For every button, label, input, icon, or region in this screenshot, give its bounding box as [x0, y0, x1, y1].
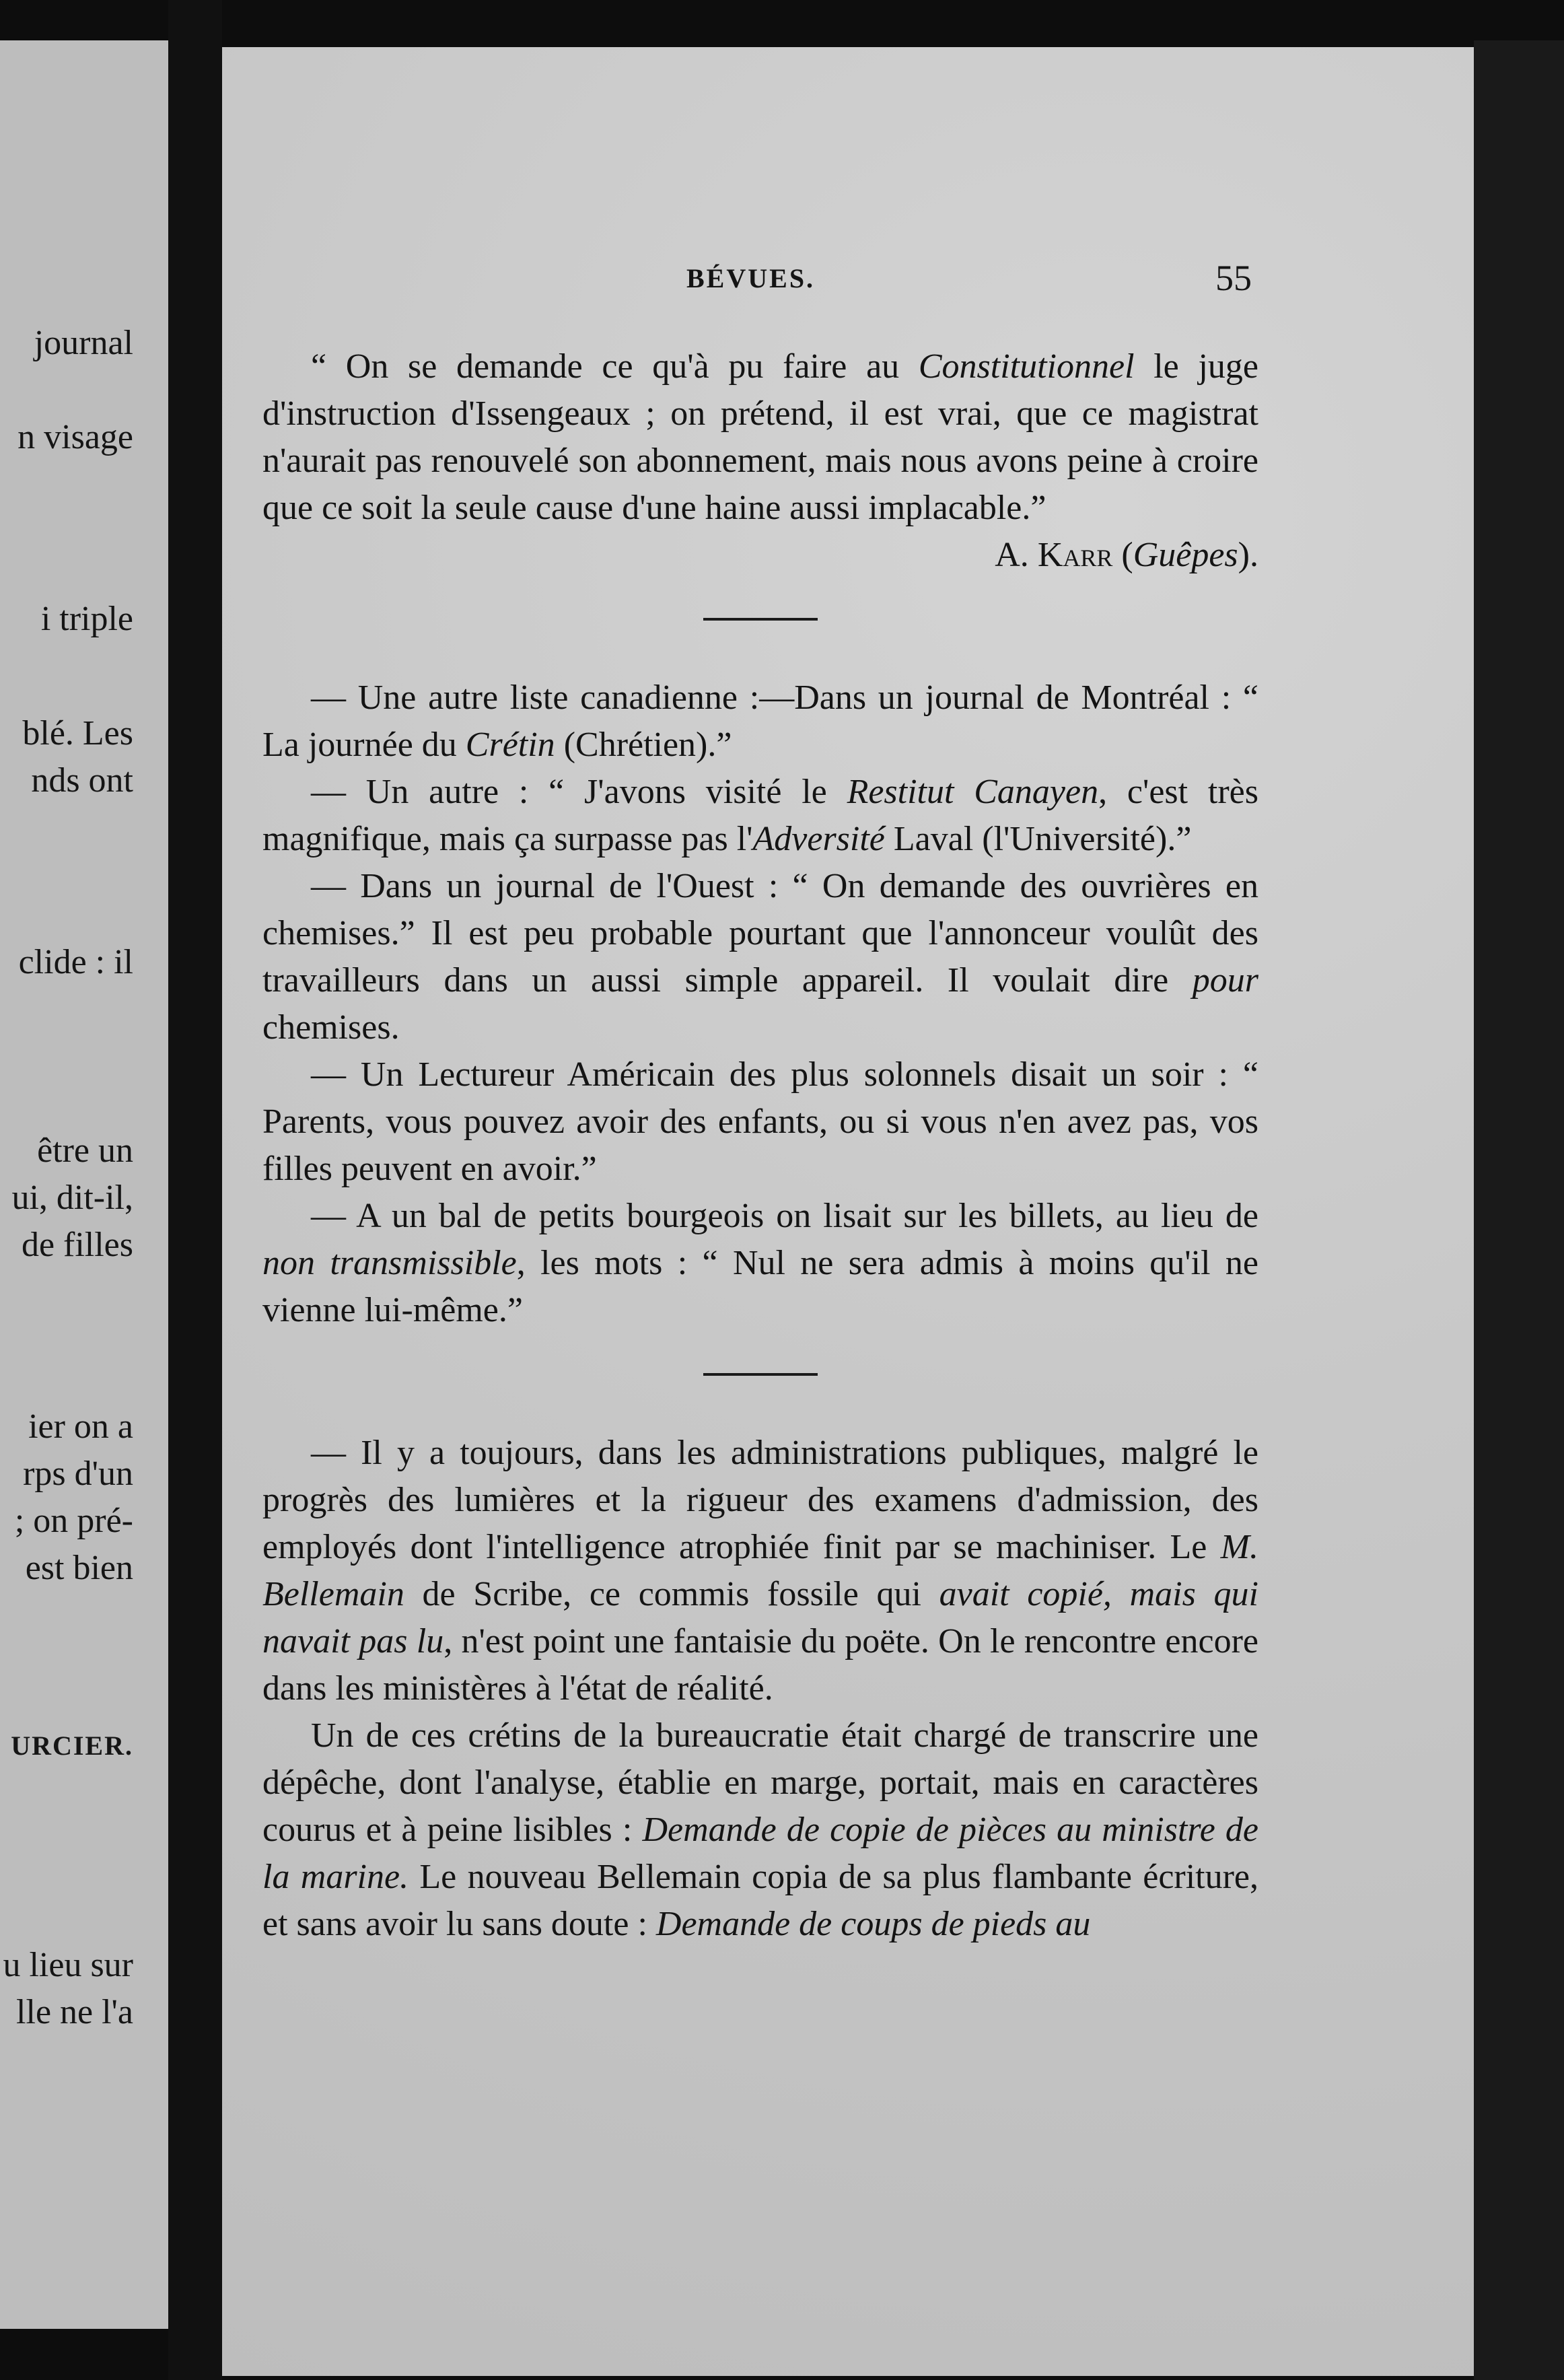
- page-edge-shadow: [1474, 40, 1564, 2380]
- book-page: [222, 47, 1474, 2376]
- left-fragment-line: u lieu sur: [3, 1946, 133, 1984]
- left-fragment-line: être un: [37, 1131, 133, 1170]
- left-fragment-line: ; on pré-: [14, 1502, 133, 1540]
- page-body: [262, 343, 1258, 1948]
- left-fragment-line: i triple: [40, 600, 133, 638]
- paragraph: — Il y a toujours, dans les administrations publiques, malgré le progrès des lumières et la rigueur des examens d'admission, des employés dont l'intelligence atrophiée finit par se machiniser. Le M. Bellemain de Scribe, ce commis fossile qui avait copié, mais qui navait pas lu, n'est point une fantaisie du poëte. On le rencontre encore dans les ministères à l'état de réalité.: [262, 1434, 1259, 1708]
- page-header: [222, 258, 1474, 310]
- left-fragment-line: ier on a: [28, 1407, 133, 1446]
- quote-attribution: A. Karr (Guêpes).: [995, 536, 1258, 574]
- left-fragment-line: lle ne l'a: [16, 1993, 133, 2031]
- facing-page-fragment: [0, 40, 168, 2329]
- left-fragment-line: journal: [34, 324, 133, 362]
- left-fragment-line: clide : il: [18, 943, 133, 981]
- paragraph: — Un autre : “ J'avons visité le Restitut Canayen, c'est très magnifique, mais ça surpasse pas l'Adversité Laval (l'Université).”: [262, 773, 1258, 858]
- book-gutter: [168, 0, 222, 2380]
- left-fragment-line: n visage: [17, 418, 133, 456]
- section-divider: [703, 618, 818, 621]
- running-head: BÉVUES.: [686, 263, 816, 293]
- quote-paragraph: “ On se demande ce qu'à pu faire au Constitutionnel le juge d'instruction d'Issengeaux ; on prétend, il est vrai, que ce magistrat n'aurait pas renouvelé son abonnement, mais nous avons peine à croire que ce soit la seule cause d'une haine aussi implacable.”: [262, 347, 1258, 527]
- page-number: 55: [1215, 258, 1252, 298]
- paragraph: — A un bal de petits bourgeois on lisait sur les billets, au lieu de non transmissible, les mots : “ Nul ne sera admis à moins qu'il ne vienne lui-même.”: [262, 1197, 1258, 1329]
- left-fragment-line: URCIER.: [11, 1730, 133, 1761]
- section-divider: [703, 1373, 818, 1376]
- paragraph: — Une autre liste canadienne :—Dans un journal de Montréal : “ La journée du Crétin (Chrétien).”: [262, 678, 1258, 764]
- left-fragment-line: rps d'un: [23, 1455, 133, 1493]
- left-fragment-line: nds ont: [31, 761, 133, 800]
- left-fragment-line: blé. Les: [22, 714, 133, 753]
- paragraph: Un de ces crétins de la bureaucratie était chargé de transcrire une dépêche, dont l'analyse, établie en marge, portait, mais en caractères courus et à peine lisibles : Demande de copie de pièces au ministre de la marine. Le nouveau Bellemain copia de sa plus flambante écriture, et sans avoir lu sans doute : Demande de coups de pieds au: [262, 1716, 1259, 1943]
- left-fragment-line: est bien: [25, 1549, 133, 1587]
- left-fragment-line: de filles: [21, 1226, 133, 1264]
- paragraph: — Un Lectureur Américain des plus solonnels disait un soir : “ Parents, vous pouvez avoir des enfants, ou si vous n'en avez pas, vos filles peuvent en avoir.”: [262, 1055, 1258, 1188]
- paragraph: — Dans un journal de l'Ouest : “ On demande des ouvrières en chemises.” Il est peu probable pourtant que l'annonceur voulût des travailleurs dans un aussi simple appareil. Il voulait dire pour chemises.: [262, 867, 1258, 1047]
- left-fragment-line: ui, dit-il,: [11, 1179, 133, 1217]
